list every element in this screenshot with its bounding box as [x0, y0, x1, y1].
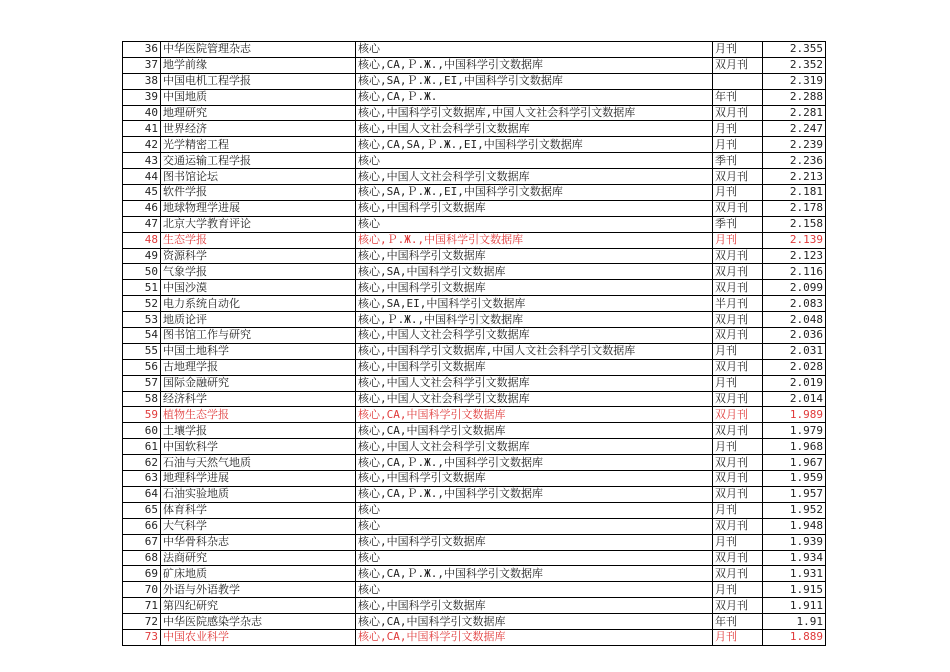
- impact-value-cell[interactable]: 2.281: [763, 105, 826, 121]
- row-index-cell[interactable]: 45: [123, 185, 161, 201]
- publication-frequency-cell[interactable]: 双月刊: [713, 359, 763, 375]
- table-row: [123, 200, 826, 216]
- row-index-cell[interactable]: 49: [123, 248, 161, 264]
- table-row: [123, 216, 826, 232]
- impact-value-cell[interactable]: 2.116: [763, 264, 826, 280]
- publication-frequency-cell[interactable]: 季刊: [713, 153, 763, 169]
- journal-name-cell[interactable]: 电力系统自动化: [161, 296, 356, 312]
- indexing-databases-cell[interactable]: 核心,中国科学引文数据库: [356, 200, 713, 216]
- table-row: [123, 629, 826, 645]
- table-row: [123, 614, 826, 630]
- impact-value-cell[interactable]: 2.236: [763, 153, 826, 169]
- impact-value-cell[interactable]: 2.014: [763, 391, 826, 407]
- publication-frequency-cell[interactable]: 月刊: [713, 439, 763, 455]
- publication-frequency-cell[interactable]: 双月刊: [713, 455, 763, 471]
- indexing-databases-cell[interactable]: 核心,CA,Ｐ.Ж.,中国科学引文数据库: [356, 455, 713, 471]
- impact-value-cell[interactable]: 1.989: [763, 407, 826, 423]
- impact-value-cell[interactable]: 2.083: [763, 296, 826, 312]
- indexing-databases-cell[interactable]: 核心,CA,Ｐ.Ж.,中国科学引文数据库: [356, 57, 713, 73]
- indexing-databases-cell[interactable]: 核心: [356, 518, 713, 534]
- publication-frequency-cell[interactable]: 双月刊: [713, 105, 763, 121]
- row-index-cell[interactable]: 68: [123, 550, 161, 566]
- impact-value-cell[interactable]: 2.352: [763, 57, 826, 73]
- row-index-cell[interactable]: 55: [123, 343, 161, 359]
- impact-value-cell[interactable]: 2.247: [763, 121, 826, 137]
- publication-frequency-cell[interactable]: 年刊: [713, 89, 763, 105]
- indexing-databases-cell[interactable]: 核心,SA,Ｐ.Ж.,EI,中国科学引文数据库: [356, 73, 713, 89]
- table-row: [123, 598, 826, 614]
- journal-name-cell[interactable]: 中国电机工程学报: [161, 73, 356, 89]
- row-index-cell[interactable]: 48: [123, 232, 161, 248]
- journal-name-cell[interactable]: 北京大学教育评论: [161, 216, 356, 232]
- journal-name-cell[interactable]: 图书馆论坛: [161, 169, 356, 185]
- publication-frequency-cell[interactable]: 月刊: [713, 629, 763, 645]
- impact-value-cell[interactable]: 1.967: [763, 455, 826, 471]
- table-row: [123, 296, 826, 312]
- table-row: [123, 375, 826, 391]
- table-row: [123, 169, 826, 185]
- publication-frequency-cell[interactable]: 季刊: [713, 216, 763, 232]
- journal-name-cell[interactable]: 地球物理学进展: [161, 200, 356, 216]
- impact-value-cell[interactable]: 2.355: [763, 42, 826, 58]
- row-index-cell[interactable]: 53: [123, 312, 161, 328]
- impact-value-cell[interactable]: 2.319: [763, 73, 826, 89]
- impact-value-cell[interactable]: 2.213: [763, 169, 826, 185]
- table-row: [123, 391, 826, 407]
- row-index-cell[interactable]: 63: [123, 471, 161, 487]
- publication-frequency-cell[interactable]: 月刊: [713, 185, 763, 201]
- table-row: [123, 57, 826, 73]
- row-index-cell[interactable]: 36: [123, 42, 161, 58]
- indexing-databases-cell[interactable]: 核心,CA,中国科学引文数据库: [356, 629, 713, 645]
- indexing-databases-cell[interactable]: 核心: [356, 502, 713, 518]
- row-index-cell[interactable]: 47: [123, 216, 161, 232]
- row-index-cell[interactable]: 39: [123, 89, 161, 105]
- journal-name-cell[interactable]: 第四纪研究: [161, 598, 356, 614]
- journal-name-cell[interactable]: 地质论评: [161, 312, 356, 328]
- table-row: [123, 359, 826, 375]
- publication-frequency-cell[interactable]: 双月刊: [713, 264, 763, 280]
- table-row: [123, 486, 826, 502]
- journal-name-cell[interactable]: 图书馆工作与研究: [161, 328, 356, 344]
- impact-value-cell[interactable]: 2.239: [763, 137, 826, 153]
- row-index-cell[interactable]: 43: [123, 153, 161, 169]
- journal-name-cell[interactable]: 国际金融研究: [161, 375, 356, 391]
- row-index-cell[interactable]: 71: [123, 598, 161, 614]
- row-index-cell[interactable]: 46: [123, 200, 161, 216]
- journal-name-cell[interactable]: 光学精密工程: [161, 137, 356, 153]
- row-index-cell[interactable]: 57: [123, 375, 161, 391]
- row-index-cell[interactable]: 60: [123, 423, 161, 439]
- journal-name-cell[interactable]: 石油与天然气地质: [161, 455, 356, 471]
- publication-frequency-cell[interactable]: 双月刊: [713, 471, 763, 487]
- journal-name-cell[interactable]: 气象学报: [161, 264, 356, 280]
- impact-value-cell[interactable]: 2.288: [763, 89, 826, 105]
- impact-value-cell[interactable]: 2.028: [763, 359, 826, 375]
- indexing-databases-cell[interactable]: 核心,中国人文社会科学引文数据库: [356, 391, 713, 407]
- indexing-databases-cell[interactable]: 核心,SA,EI,中国科学引文数据库: [356, 296, 713, 312]
- impact-value-cell[interactable]: 1.968: [763, 439, 826, 455]
- table-row: [123, 105, 826, 121]
- publication-frequency-cell[interactable]: 双月刊: [713, 566, 763, 582]
- row-index-cell[interactable]: 42: [123, 137, 161, 153]
- table-row: [123, 423, 826, 439]
- table-row: [123, 232, 826, 248]
- row-index-cell[interactable]: 50: [123, 264, 161, 280]
- indexing-databases-cell[interactable]: 核心,中国科学引文数据库,中国人文社会科学引文数据库: [356, 343, 713, 359]
- table-row: [123, 280, 826, 296]
- impact-value-cell[interactable]: 2.099: [763, 280, 826, 296]
- impact-value-cell[interactable]: 1.957: [763, 486, 826, 502]
- row-index-cell[interactable]: 61: [123, 439, 161, 455]
- journal-name-cell[interactable]: 外语与外语教学: [161, 582, 356, 598]
- indexing-databases-cell[interactable]: 核心: [356, 550, 713, 566]
- table-row: [123, 439, 826, 455]
- impact-value-cell[interactable]: 2.031: [763, 343, 826, 359]
- publication-frequency-cell[interactable]: 月刊: [713, 232, 763, 248]
- row-index-cell[interactable]: 72: [123, 614, 161, 630]
- row-index-cell[interactable]: 52: [123, 296, 161, 312]
- publication-frequency-cell[interactable]: 月刊: [713, 534, 763, 550]
- indexing-databases-cell[interactable]: 核心,CA,Ｐ.Ж.: [356, 89, 713, 105]
- journal-table-body: [123, 42, 826, 646]
- impact-value-cell[interactable]: 2.139: [763, 232, 826, 248]
- table-row: [123, 42, 826, 58]
- publication-frequency-cell[interactable]: 双月刊: [713, 486, 763, 502]
- indexing-databases-cell[interactable]: 核心,中国人文社会科学引文数据库: [356, 375, 713, 391]
- table-row: [123, 343, 826, 359]
- row-index-cell[interactable]: 73: [123, 629, 161, 645]
- indexing-databases-cell[interactable]: 核心: [356, 216, 713, 232]
- impact-value-cell[interactable]: 1.915: [763, 582, 826, 598]
- table-row: [123, 328, 826, 344]
- indexing-databases-cell[interactable]: 核心,中国科学引文数据库,中国人文社会科学引文数据库: [356, 105, 713, 121]
- indexing-databases-cell[interactable]: 核心,CA,SA,Ｐ.Ж.,EI,中国科学引文数据库: [356, 137, 713, 153]
- indexing-databases-cell[interactable]: 核心,中国科学引文数据库: [356, 471, 713, 487]
- publication-frequency-cell[interactable]: 月刊: [713, 121, 763, 137]
- indexing-databases-cell[interactable]: 核心,中国科学引文数据库: [356, 534, 713, 550]
- impact-value-cell[interactable]: 1.911: [763, 598, 826, 614]
- publication-frequency-cell[interactable]: 双月刊: [713, 280, 763, 296]
- indexing-databases-cell[interactable]: 核心,CA,中国科学引文数据库: [356, 423, 713, 439]
- journal-name-cell[interactable]: 中华骨科杂志: [161, 534, 356, 550]
- row-index-cell[interactable]: 69: [123, 566, 161, 582]
- journal-name-cell[interactable]: 法商研究: [161, 550, 356, 566]
- impact-value-cell[interactable]: 2.181: [763, 185, 826, 201]
- table-row: [123, 407, 826, 423]
- journal-name-cell[interactable]: 地理研究: [161, 105, 356, 121]
- indexing-databases-cell[interactable]: 核心: [356, 42, 713, 58]
- journal-name-cell[interactable]: 中华医院管理杂志: [161, 42, 356, 58]
- impact-value-cell[interactable]: 1.979: [763, 423, 826, 439]
- indexing-databases-cell[interactable]: 核心,中国科学引文数据库: [356, 359, 713, 375]
- publication-frequency-cell[interactable]: 月刊: [713, 343, 763, 359]
- table-row: [123, 248, 826, 264]
- publication-frequency-cell[interactable]: 月刊: [713, 375, 763, 391]
- publication-frequency-cell[interactable]: 月刊: [713, 137, 763, 153]
- row-index-cell[interactable]: 40: [123, 105, 161, 121]
- row-index-cell[interactable]: 66: [123, 518, 161, 534]
- table-row: [123, 153, 826, 169]
- publication-frequency-cell[interactable]: 双月刊: [713, 312, 763, 328]
- publication-frequency-cell[interactable]: 月刊: [713, 502, 763, 518]
- row-index-cell[interactable]: 62: [123, 455, 161, 471]
- indexing-databases-cell[interactable]: 核心,Ｐ.Ж.,中国科学引文数据库: [356, 312, 713, 328]
- journal-name-cell[interactable]: 中国沙漠: [161, 280, 356, 296]
- row-index-cell[interactable]: 41: [123, 121, 161, 137]
- impact-value-cell[interactable]: 1.91: [763, 614, 826, 630]
- row-index-cell[interactable]: 37: [123, 57, 161, 73]
- row-index-cell[interactable]: 51: [123, 280, 161, 296]
- row-index-cell[interactable]: 59: [123, 407, 161, 423]
- impact-value-cell[interactable]: 2.123: [763, 248, 826, 264]
- impact-value-cell[interactable]: 1.948: [763, 518, 826, 534]
- row-index-cell[interactable]: 56: [123, 359, 161, 375]
- table-row: [123, 185, 826, 201]
- indexing-databases-cell[interactable]: 核心,中国科学引文数据库: [356, 598, 713, 614]
- publication-frequency-cell[interactable]: 双月刊: [713, 169, 763, 185]
- journal-name-cell[interactable]: 古地理学报: [161, 359, 356, 375]
- table-row: [123, 502, 826, 518]
- indexing-databases-cell[interactable]: 核心,中国人文社会科学引文数据库: [356, 439, 713, 455]
- table-row: [123, 566, 826, 582]
- indexing-databases-cell[interactable]: 核心,CA,Ｐ.Ж.,中国科学引文数据库: [356, 486, 713, 502]
- impact-value-cell[interactable]: 1.931: [763, 566, 826, 582]
- table-row: [123, 582, 826, 598]
- publication-frequency-cell[interactable]: 双月刊: [713, 423, 763, 439]
- publication-frequency-cell[interactable]: 双月刊: [713, 407, 763, 423]
- impact-value-cell[interactable]: 1.934: [763, 550, 826, 566]
- journal-name-cell[interactable]: 体育科学: [161, 502, 356, 518]
- indexing-databases-cell[interactable]: 核心: [356, 153, 713, 169]
- row-index-cell[interactable]: 70: [123, 582, 161, 598]
- table-row: [123, 121, 826, 137]
- table-row: [123, 264, 826, 280]
- publication-frequency-cell[interactable]: 年刊: [713, 614, 763, 630]
- table-row: [123, 89, 826, 105]
- journal-name-cell[interactable]: 土壤学报: [161, 423, 356, 439]
- journal-name-cell[interactable]: 中国土地科学: [161, 343, 356, 359]
- publication-frequency-cell[interactable]: 双月刊: [713, 248, 763, 264]
- indexing-databases-cell[interactable]: 核心,SA,中国科学引文数据库: [356, 264, 713, 280]
- journal-name-cell[interactable]: 中华医院感染学杂志: [161, 614, 356, 630]
- table-row: [123, 73, 826, 89]
- row-index-cell[interactable]: 64: [123, 486, 161, 502]
- journal-name-cell[interactable]: 世界经济: [161, 121, 356, 137]
- publication-frequency-cell[interactable]: 双月刊: [713, 57, 763, 73]
- journal-name-cell[interactable]: 生态学报: [161, 232, 356, 248]
- publication-frequency-cell[interactable]: 双月刊: [713, 200, 763, 216]
- indexing-databases-cell[interactable]: 核心,CA,中国科学引文数据库: [356, 614, 713, 630]
- publication-frequency-cell[interactable]: 双月刊: [713, 328, 763, 344]
- indexing-databases-cell[interactable]: 核心,CA,Ｐ.Ж.,中国科学引文数据库: [356, 566, 713, 582]
- indexing-databases-cell[interactable]: 核心,SA,Ｐ.Ж.,EI,中国科学引文数据库: [356, 185, 713, 201]
- table-row: [123, 518, 826, 534]
- impact-value-cell[interactable]: 1.952: [763, 502, 826, 518]
- journal-table: [122, 41, 826, 646]
- table-row: [123, 550, 826, 566]
- impact-value-cell[interactable]: 1.939: [763, 534, 826, 550]
- indexing-databases-cell[interactable]: 核心,中国人文社会科学引文数据库: [356, 121, 713, 137]
- impact-value-cell[interactable]: 1.889: [763, 629, 826, 645]
- journal-name-cell[interactable]: 中国农业科学: [161, 629, 356, 645]
- indexing-databases-cell[interactable]: 核心: [356, 582, 713, 598]
- row-index-cell[interactable]: 38: [123, 73, 161, 89]
- impact-value-cell[interactable]: 2.158: [763, 216, 826, 232]
- journal-name-cell[interactable]: 交通运输工程学报: [161, 153, 356, 169]
- journal-name-cell[interactable]: 地理科学进展: [161, 471, 356, 487]
- impact-value-cell[interactable]: 2.178: [763, 200, 826, 216]
- table-row: [123, 455, 826, 471]
- journal-name-cell[interactable]: 中国软科学: [161, 439, 356, 455]
- publication-frequency-cell[interactable]: 半月刊: [713, 296, 763, 312]
- row-index-cell[interactable]: 54: [123, 328, 161, 344]
- journal-name-cell[interactable]: 软件学报: [161, 185, 356, 201]
- indexing-databases-cell[interactable]: 核心,中国科学引文数据库: [356, 248, 713, 264]
- publication-frequency-cell[interactable]: 双月刊: [713, 518, 763, 534]
- table-row: [123, 534, 826, 550]
- indexing-databases-cell[interactable]: 核心,Ｐ.Ж.,中国科学引文数据库: [356, 232, 713, 248]
- journal-name-cell[interactable]: 石油实验地质: [161, 486, 356, 502]
- publication-frequency-cell[interactable]: 月刊: [713, 582, 763, 598]
- journal-name-cell[interactable]: 大气科学: [161, 518, 356, 534]
- journal-name-cell[interactable]: 地学前缘: [161, 57, 356, 73]
- row-index-cell[interactable]: 65: [123, 502, 161, 518]
- impact-value-cell[interactable]: 2.048: [763, 312, 826, 328]
- journal-name-cell[interactable]: 植物生态学报: [161, 407, 356, 423]
- journal-name-cell[interactable]: 经济科学: [161, 391, 356, 407]
- row-index-cell[interactable]: 67: [123, 534, 161, 550]
- indexing-databases-cell[interactable]: 核心,中国人文社会科学引文数据库: [356, 328, 713, 344]
- journal-name-cell[interactable]: 矿床地质: [161, 566, 356, 582]
- indexing-databases-cell[interactable]: 核心,中国科学引文数据库: [356, 280, 713, 296]
- journal-name-cell[interactable]: 中国地质: [161, 89, 356, 105]
- table-row: [123, 471, 826, 487]
- impact-value-cell[interactable]: 1.959: [763, 471, 826, 487]
- indexing-databases-cell[interactable]: 核心,中国人文社会科学引文数据库: [356, 169, 713, 185]
- row-index-cell[interactable]: 58: [123, 391, 161, 407]
- table-row: [123, 312, 826, 328]
- publication-frequency-cell[interactable]: 双月刊: [713, 598, 763, 614]
- row-index-cell[interactable]: 44: [123, 169, 161, 185]
- table-row: [123, 137, 826, 153]
- publication-frequency-cell[interactable]: [713, 73, 763, 89]
- impact-value-cell[interactable]: 2.036: [763, 328, 826, 344]
- indexing-databases-cell[interactable]: 核心,CA,中国科学引文数据库: [356, 407, 713, 423]
- publication-frequency-cell[interactable]: 月刊: [713, 42, 763, 58]
- publication-frequency-cell[interactable]: 双月刊: [713, 391, 763, 407]
- impact-value-cell[interactable]: 2.019: [763, 375, 826, 391]
- journal-name-cell[interactable]: 资源科学: [161, 248, 356, 264]
- publication-frequency-cell[interactable]: 双月刊: [713, 550, 763, 566]
